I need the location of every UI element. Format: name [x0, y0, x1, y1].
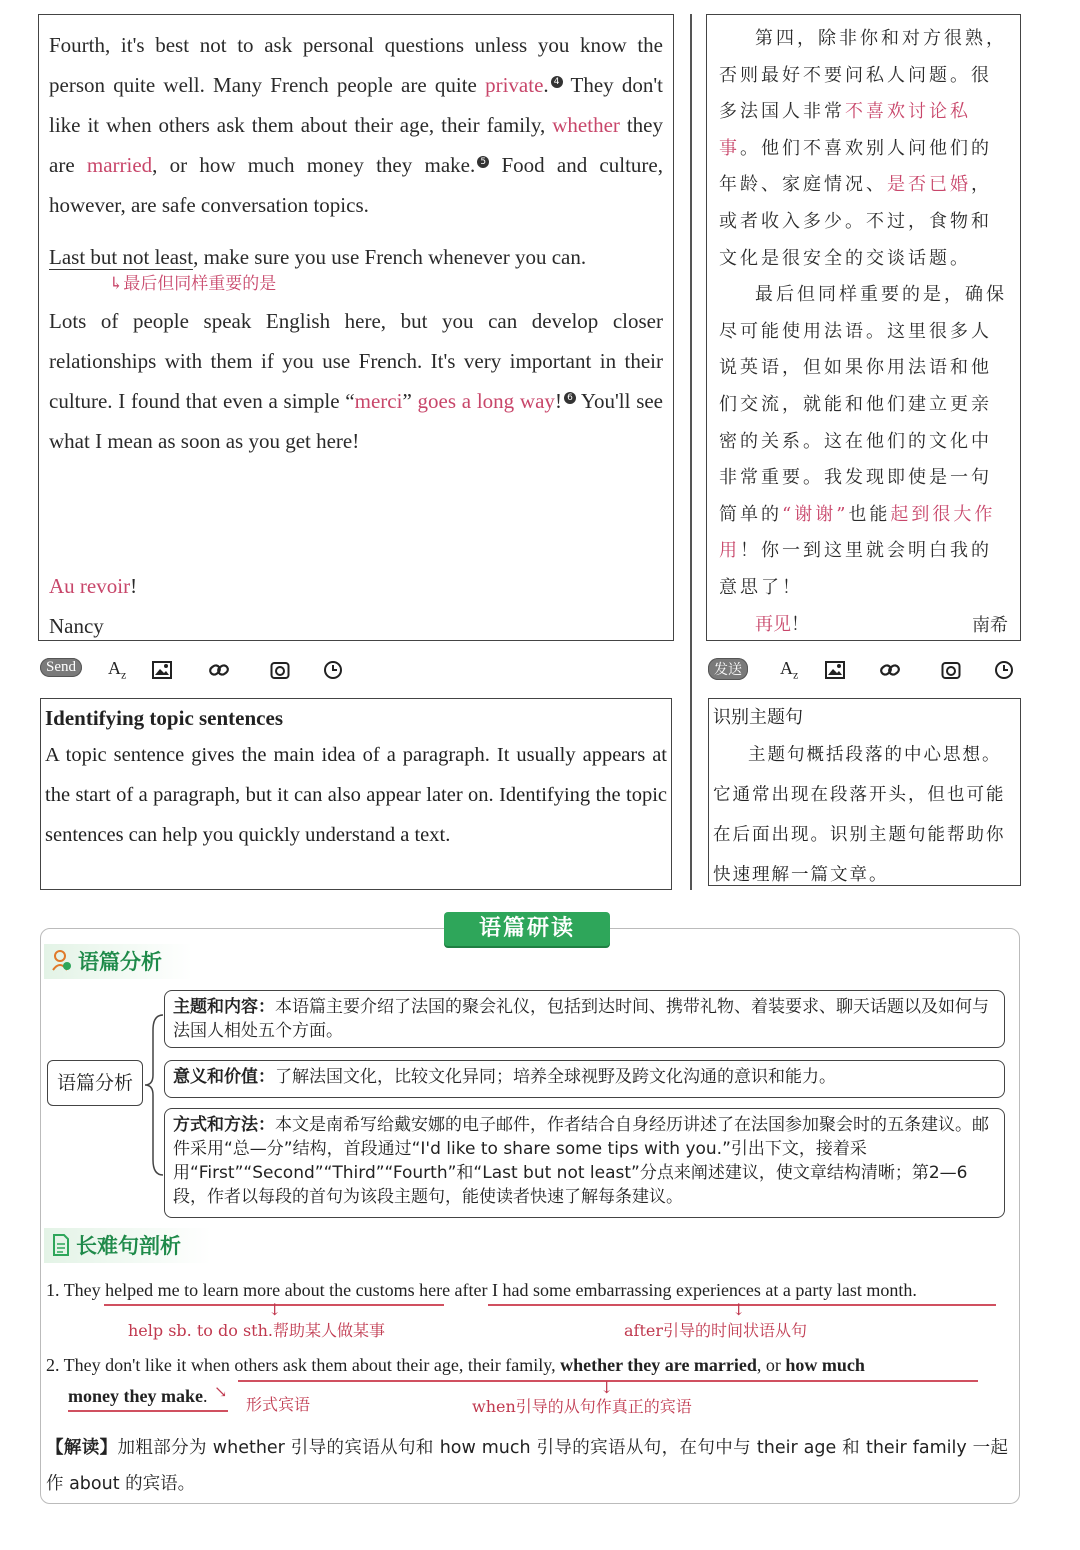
analysis-item-method: 方式和方法：本文是南希写给戴安娜的电子邮件，作者结合自身经历讲述了在法国参加聚会时的五条建议。邮件采用“总—分”结构，首段通过“I'd like to share some tips with you.”引出下文，接着采用“First”“Second”“Third”“Fourth”和“Last but not least”分点来阐述建议，使文章结构清晰；第2—6段，作者以每段的首句为该段主题句，能使读者快速了解每条建议。	[164, 1108, 1005, 1218]
explanation	[46, 1430, 1008, 1502]
sentence-2-annotation-2: when引导的从句作真正的宾语	[472, 1397, 692, 1416]
analysis-root-label: 语篇分析	[47, 1060, 143, 1106]
column-divider	[690, 14, 692, 890]
word-merci: merci	[354, 389, 403, 413]
send-button-zh[interactable]: 发送	[708, 658, 748, 680]
camera-icon-zh[interactable]	[941, 660, 961, 684]
section-banner: 语篇研读	[444, 912, 610, 946]
chinese-paragraph-5: 最后但同样重要的是，确保尽可能使用法语。这里很多人说英语，但如果你用法语和他们交流，就能和他们建立更亲密的关系。这在他们的文化中非常重要。我发现即使是一句简单的“谢谢”也能起到很大作用！你一到这里就会明白我的意思了！	[719, 284, 1007, 598]
email-toolbar-en	[40, 658, 370, 684]
image-icon[interactable]	[152, 661, 172, 683]
english-closing: Au revoir!	[49, 574, 138, 598]
sentence-1-annotation-1: help sb. to do sth.帮助某人做某事	[128, 1321, 385, 1340]
analysis-heading: 语篇分析	[44, 944, 192, 979]
clock-icon[interactable]	[323, 660, 343, 684]
sentence-1-annotation-2: after引导的时间状语从句	[624, 1321, 808, 1340]
word-whether: whether	[552, 113, 620, 137]
analysis-item-value: 意义和价值：了解法国文化，比较文化异同；培养全球视野及跨文化沟通的意识和能力。	[164, 1060, 1005, 1098]
english-paragraph-5: Last but not least, make sure you use French whenever you can.	[49, 245, 587, 269]
chinese-letter-box	[706, 14, 1021, 641]
topic-sentence-box-zh	[708, 698, 1021, 886]
chinese-signature: 南希	[972, 615, 1008, 636]
analysis-item-theme: 主题和内容：本语篇主要介绍了法国的聚会礼仪，包括到达时间、携带礼物、着装要求、聊天话题以及如何与法国人相处五个方面。	[164, 990, 1005, 1048]
sentence-2-arrow-2: ↓	[600, 1378, 614, 1397]
english-letter-box	[38, 14, 674, 641]
sentence-2-line-2: money they make.	[68, 1386, 208, 1406]
topic-sentence-box-en	[40, 698, 672, 890]
english-paragraph-6: Lots of people speak English here, but you can develop closer relationships with them if you use French. It's very important in their culture. I found that even a simple “merci” goes a long way! 6 You'll see what I mean as soon as you get here!	[49, 309, 664, 453]
send-button[interactable]: Send	[40, 658, 82, 677]
email-toolbar-zh	[708, 658, 1028, 684]
camera-icon[interactable]	[270, 660, 290, 684]
sentence-1-arrow-2: ↓	[732, 1300, 746, 1319]
sentence-analysis-heading: 长难句剖析	[44, 1228, 211, 1263]
footnote-marker-6: 6	[564, 392, 576, 404]
sentence-1: 1. They helped me to learn more about the customs here after I had some embarrassing experiences at a party last month.	[46, 1280, 917, 1300]
topic-body-en: A topic sentence gives the main idea of a paragraph. It usually appears at the start of a paragraph, but it can also appear later on. Identifying the topic sentences can help you quickly understand a text.	[45, 744, 667, 846]
text-format-icon-zh[interactable]: $A_z$	[780, 658, 799, 682]
chinese-paragraph-4: 第四，除非你和对方很熟，否则最好不要问私人问题。很多法国人非常不喜欢讨论私事。他们不喜欢别人问他们的年龄、家庭情况、是否已婚，或者收入多少。不过，食物和文化是很安全的交谈话题。	[719, 28, 1007, 269]
clock-icon-zh[interactable]	[994, 660, 1014, 684]
english-paragraph-4: Fourth, it's best not to ask personal questions unless you know the person quite well. Many French people are quite private. 4 They don't like it when others ask them about their age, their family, whether they are married, or how much money they make. 5 Food and culture, however, are safe conversation topics.	[49, 33, 664, 217]
sentence-2-arrow-1: ↘	[214, 1382, 228, 1401]
attachment-link-icon[interactable]	[208, 661, 230, 683]
topic-body-zh: 主题句概括段落的中心思想。它通常出现在段落开头，但也可能在后面出现。识别主题句能帮助你快速理解一篇文章。	[713, 745, 1006, 885]
sentence-2-line-1: 2. They don't like it when others ask them about their age, their family, whether they are married, or how much	[46, 1355, 865, 1375]
sentence-2-annotation-1: 形式宾语	[246, 1395, 311, 1414]
word-married: married	[86, 153, 153, 177]
phrase-last-but-not-least: Last but not least	[49, 245, 194, 269]
explanation-label: 【解读】	[46, 1438, 118, 1458]
note-last-but-not-least: ↳最后但同样重要的是	[109, 274, 277, 294]
attachment-link-icon-zh[interactable]	[879, 661, 901, 683]
explanation-text: 加粗部分为 whether 引导的宾语从句和 how much 引导的宾语从句，在句中与 their age 和 their family 一起作 about 的宾语。	[46, 1438, 1009, 1494]
footnote-marker-5: 5	[477, 156, 489, 168]
topic-title-zh: 识别主题句	[713, 707, 803, 728]
chinese-closing: 再见！	[755, 613, 809, 635]
sentence-1-arrow-1: ↓	[268, 1300, 282, 1319]
document-icon	[52, 1234, 70, 1261]
text-format-icon[interactable]: $A_z$	[108, 658, 127, 682]
sentence-2-underline-2	[68, 1410, 228, 1412]
english-signature: Nancy	[49, 614, 104, 638]
phrase-goes-a-long-way: goes a long way	[417, 389, 555, 413]
analysis-person-icon	[52, 950, 72, 977]
word-private: private	[485, 73, 544, 97]
image-icon-zh[interactable]	[825, 661, 845, 683]
footnote-marker-4: 4	[551, 76, 563, 88]
topic-title-en: Identifying topic sentences	[45, 706, 283, 730]
